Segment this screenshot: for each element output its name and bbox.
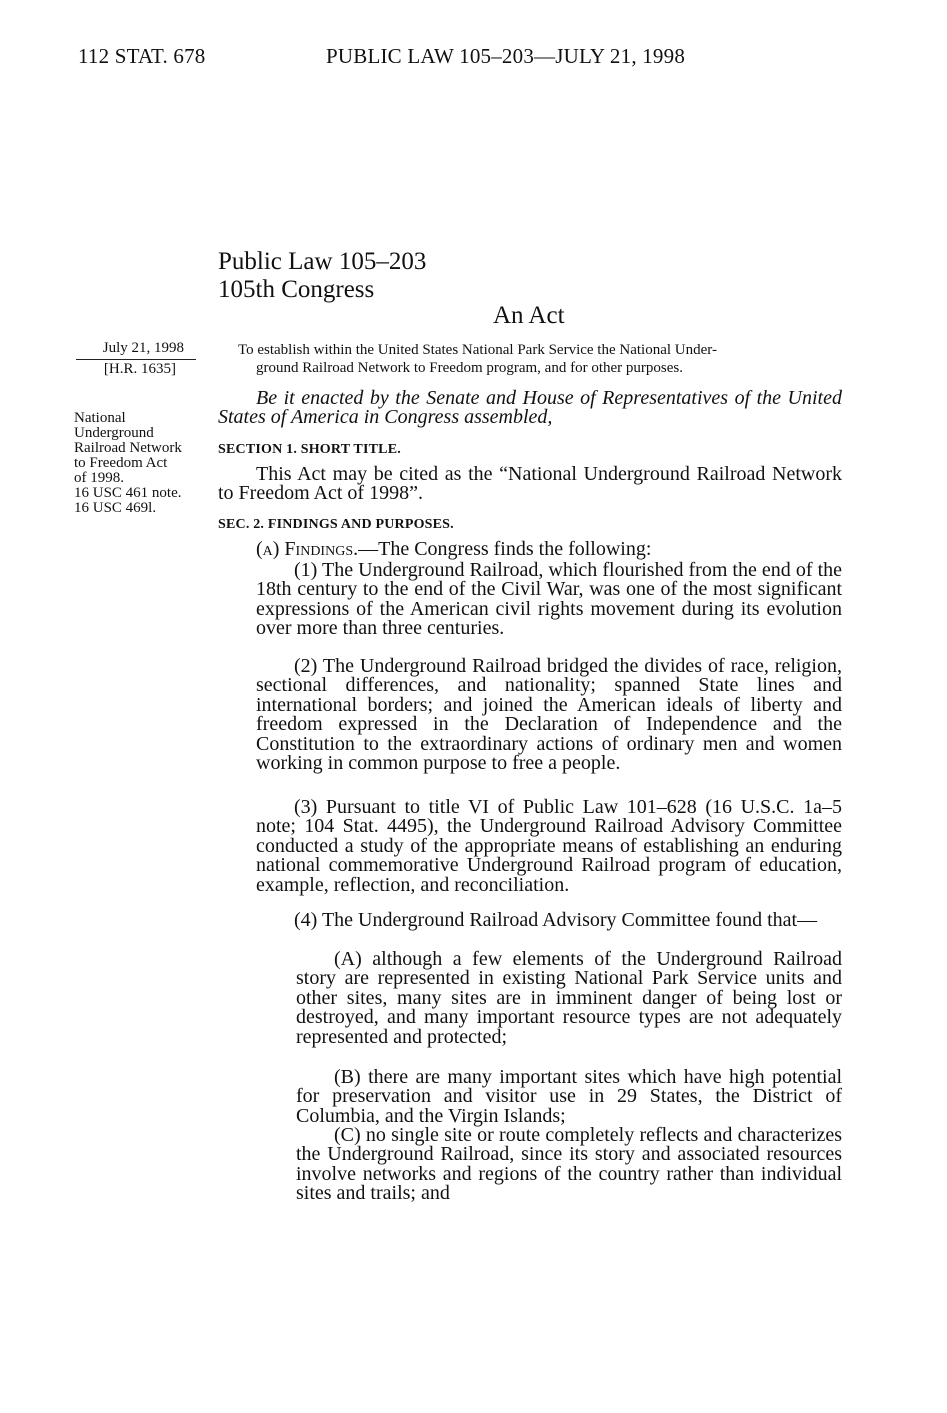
margin-short-title-note: National Underground Railroad Network to Freedom Act of 1998. [74, 410, 182, 486]
finding-paragraph: (2) The Underground Railroad bridged the divides of race, religion, sectional differences, and nationality; spanned State lines and international borders; and joined the American ideals of liberty and freedom expressed in the Declaration of Independence and the Constitution to the extraordinary actions of ordinary men and women working in common purpose to free a people. [256, 655, 842, 775]
finding-paragraph: (3) Pursuant to title VI of Public Law 101–628 (16 U.S.C. 1a–5 note; 104 Stat. 4495), the Underground Railroad Advisory Committee conducted a study of the appropriate means of establishing an enduring national commemorative Underground Railroad program of education, example, reflection, and reconciliation. [256, 796, 842, 896]
margin-notes [74, 411, 202, 516]
margin-divider [76, 359, 196, 360]
public-law-number: Public Law 105–203 [218, 248, 427, 275]
section-2-heading: SEC. 2. FINDINGS AND PURPOSES. [218, 517, 454, 532]
margin-date: July 21, 1998 [102, 340, 184, 356]
finding-paragraph: (4) The Underground Railroad Advisory Committee found that— [294, 909, 818, 931]
page-number: 112 STAT. 678 [78, 44, 206, 68]
margin-usc-note: 16 USC 461 note. [74, 485, 182, 501]
subfinding-paragraph: (C) no single site or route completely reflects and characterizes the Underground Railroad, since its story and associated resources involve networks and regions of the country rather than individual sites and trails; and [296, 1124, 842, 1205]
purpose-line: To establish within the United States National Park Service the National Under- [238, 342, 717, 358]
enacting-clause: Be it enacted by the Senate and House of Representatives of the United States of America in Congress assembled, [218, 387, 842, 429]
subfinding-paragraph: (A) although a few elements of the Underground Railroad story are represented in existing National Park Service units and other sites, many sites are in imminent danger of being lost or destroyed, and many important resource types are not adequately represented and protected; [296, 948, 842, 1048]
law-title-block [218, 248, 426, 304]
margin-usc-note: 16 USC 469l. [74, 500, 157, 516]
findings-label: (a) Findings. [256, 538, 359, 560]
congress-number: 105th Congress [218, 276, 375, 303]
section-1-text: This Act may be cited as the “National Underground Railroad Network to Freedom Act of 1998”. [218, 463, 842, 505]
finding-paragraph: (1) The Underground Railroad, which flourished from the end of the 18th century to the end of the Civil War, was one of the most significant expressions of the American civil rights movement during its evolution over more than three centuries. [256, 559, 842, 640]
purpose-line: ground Railroad Network to Freedom program, and for other purposes. [256, 360, 683, 376]
margin-bill-number: [H.R. 1635] [103, 361, 176, 377]
subfinding-paragraph: (B) there are many important sites which have high potential for preservation and visitor use in 29 States, the District of Columbia, and the Virgin Islands; [296, 1066, 842, 1127]
section-1-heading: SECTION 1. SHORT TITLE. [218, 442, 401, 457]
running-header: PUBLIC LAW 105–203—JULY 21, 1998 [326, 44, 686, 68]
act-heading: An Act [493, 302, 565, 329]
findings-heading [256, 540, 842, 559]
act-purpose [238, 341, 838, 377]
findings-intro: —The Congress finds the following: [358, 538, 652, 560]
